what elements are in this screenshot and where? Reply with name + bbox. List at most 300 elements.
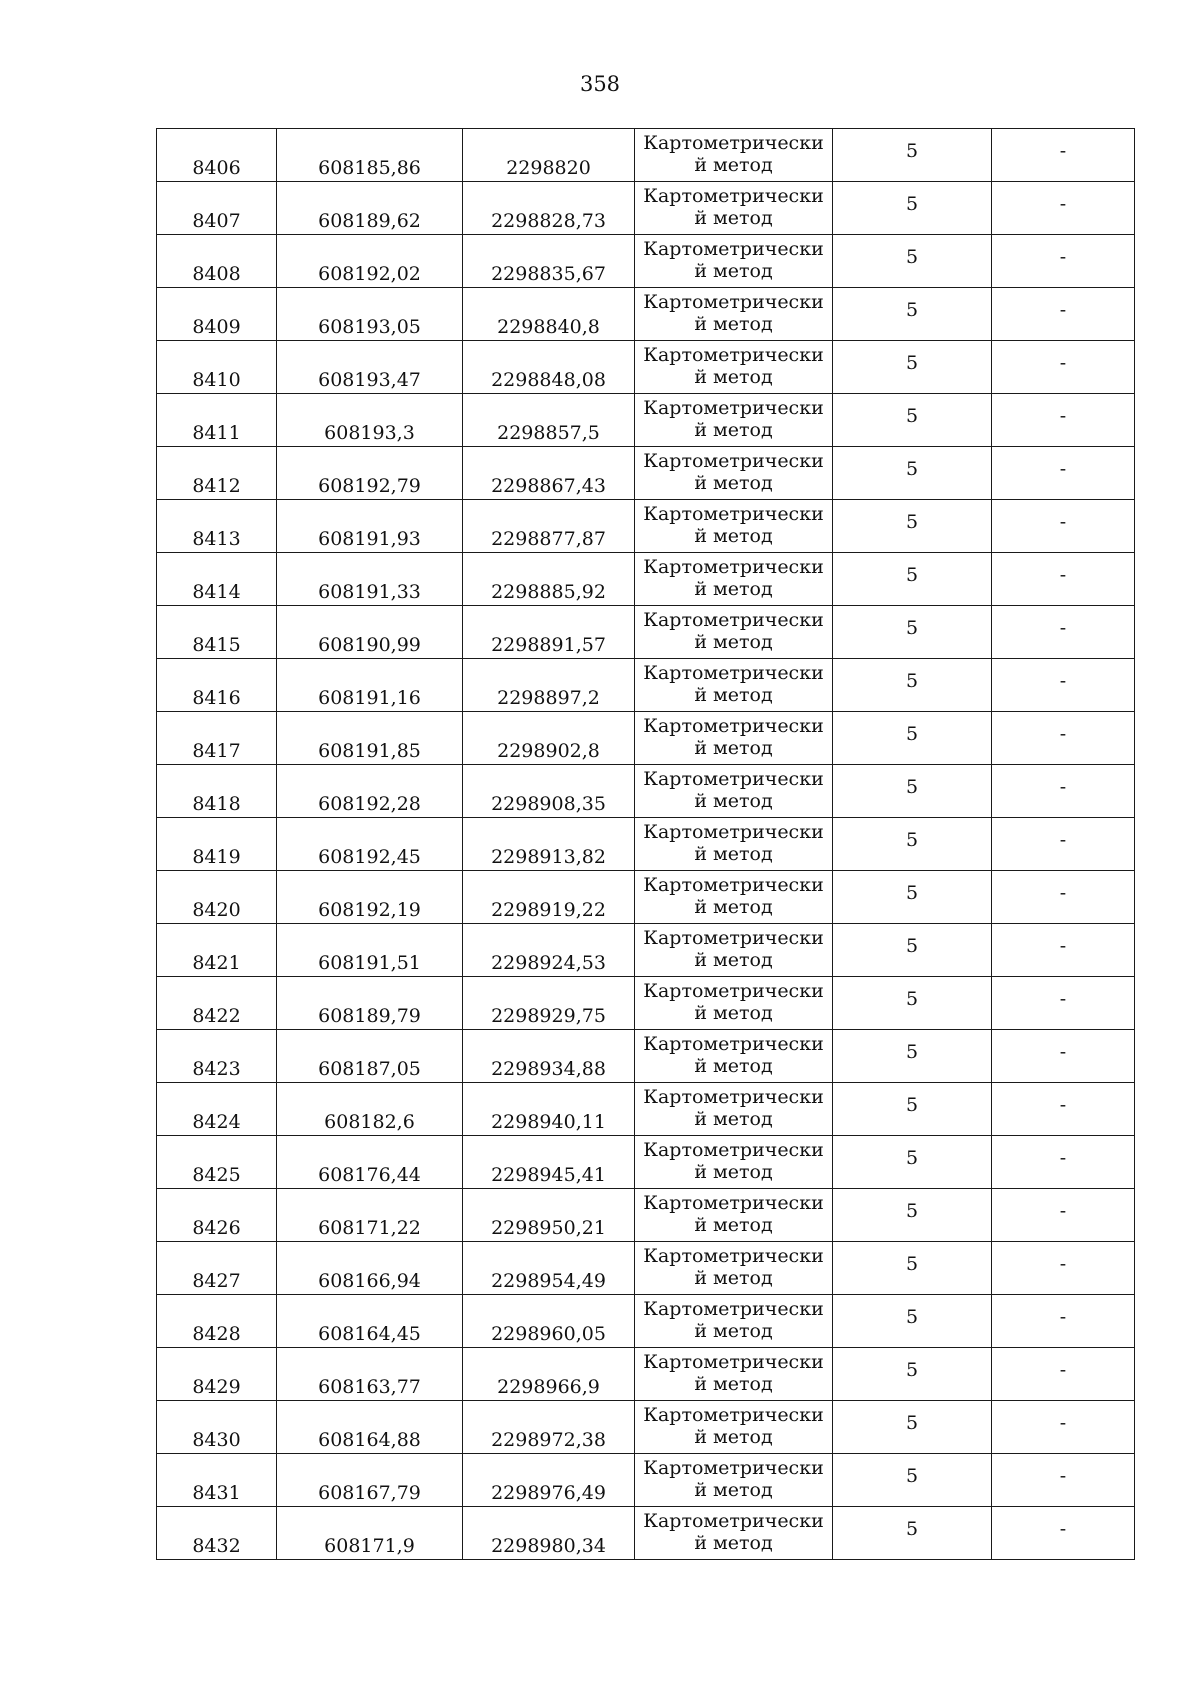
method-text-line1: Картометрически — [643, 556, 824, 579]
method-text-line1: Картометрически — [643, 503, 824, 526]
table-row — [157, 129, 1135, 182]
table-row — [157, 447, 1135, 500]
accuracy-cell — [833, 1507, 992, 1560]
y-coordinate-cell: 2298835,67 — [463, 235, 635, 288]
point-number-cell: 8418 — [157, 765, 277, 818]
point-number-cell: 8422 — [157, 977, 277, 1030]
method-text-line2: й метод — [694, 896, 773, 918]
method-text-line1: Картометрически — [643, 715, 824, 738]
point-number-cell: 8424 — [157, 1083, 277, 1136]
method-text-line2: й метод — [694, 790, 773, 812]
note-cell — [992, 129, 1135, 182]
note-value: - — [1059, 1518, 1067, 1541]
x-coordinate-cell: 608192,45 — [277, 818, 463, 871]
method-text-line1: Картометрически — [643, 450, 824, 473]
y-coordinate-cell: 2298960,05 — [463, 1295, 635, 1348]
method-text-line2: й метод — [694, 1479, 773, 1501]
method-text-line1: Картометрически — [643, 1404, 824, 1427]
y-coordinate-cell: 2298828,73 — [463, 182, 635, 235]
accuracy-value: 5 — [905, 882, 919, 905]
page-number: 358 — [579, 72, 621, 96]
method-text-line1: Картометрически — [643, 1192, 824, 1215]
x-coordinate-cell: 608191,85 — [277, 712, 463, 765]
note-value: - — [1059, 564, 1067, 587]
method-text-line2: й метод — [694, 737, 773, 759]
y-coordinate-cell: 2298902,8 — [463, 712, 635, 765]
table-row — [157, 1454, 1135, 1507]
point-number-cell: 8427 — [157, 1242, 277, 1295]
y-coordinate-cell: 2298913,82 — [463, 818, 635, 871]
x-coordinate-cell: 608193,3 — [277, 394, 463, 447]
x-coordinate-cell: 608191,33 — [277, 553, 463, 606]
accuracy-value: 5 — [905, 458, 919, 481]
x-coordinate-cell: 608192,19 — [277, 871, 463, 924]
table-row — [157, 1242, 1135, 1295]
note-value: - — [1059, 140, 1067, 163]
table-row — [157, 182, 1135, 235]
accuracy-cell — [833, 1136, 992, 1189]
accuracy-cell — [833, 1348, 992, 1401]
note-value: - — [1059, 405, 1067, 428]
x-coordinate-cell: 608189,62 — [277, 182, 463, 235]
accuracy-cell — [833, 818, 992, 871]
point-number-cell: 8423 — [157, 1030, 277, 1083]
note-cell — [992, 924, 1135, 977]
x-coordinate-cell: 608164,88 — [277, 1401, 463, 1454]
note-value: - — [1059, 1200, 1067, 1223]
method-text-line1: Картометрически — [643, 1351, 824, 1374]
accuracy-cell — [833, 871, 992, 924]
accuracy-value: 5 — [905, 405, 919, 428]
note-cell — [992, 1189, 1135, 1242]
coordinates-table — [156, 128, 1135, 1560]
note-cell — [992, 606, 1135, 659]
note-cell — [992, 977, 1135, 1030]
y-coordinate-cell: 2298976,49 — [463, 1454, 635, 1507]
accuracy-cell — [833, 1242, 992, 1295]
accuracy-value: 5 — [905, 1253, 919, 1276]
y-coordinate-cell: 2298934,88 — [463, 1030, 635, 1083]
method-text-line1: Картометрически — [643, 344, 824, 367]
note-value: - — [1059, 511, 1067, 534]
note-cell — [992, 235, 1135, 288]
table-row — [157, 394, 1135, 447]
note-cell — [992, 447, 1135, 500]
table-row — [157, 977, 1135, 1030]
method-text-line2: й метод — [694, 1373, 773, 1395]
method-cell — [635, 1136, 833, 1189]
y-coordinate-cell: 2298897,2 — [463, 659, 635, 712]
method-text-line1: Картометрически — [643, 927, 824, 950]
note-value: - — [1059, 246, 1067, 269]
point-number-cell: 8430 — [157, 1401, 277, 1454]
y-coordinate-cell: 2298919,22 — [463, 871, 635, 924]
point-number-cell: 8417 — [157, 712, 277, 765]
y-coordinate-cell: 2298820 — [463, 129, 635, 182]
accuracy-value: 5 — [905, 670, 919, 693]
method-text-line1: Картометрически — [643, 609, 824, 632]
point-number-cell: 8432 — [157, 1507, 277, 1560]
accuracy-cell — [833, 924, 992, 977]
note-cell — [992, 712, 1135, 765]
note-cell — [992, 553, 1135, 606]
accuracy-cell — [833, 1295, 992, 1348]
x-coordinate-cell: 608192,02 — [277, 235, 463, 288]
accuracy-cell — [833, 712, 992, 765]
note-value: - — [1059, 458, 1067, 481]
method-cell — [635, 1401, 833, 1454]
method-cell — [635, 182, 833, 235]
method-text-line2: й метод — [694, 1055, 773, 1077]
method-text-line1: Картометрически — [643, 132, 824, 155]
method-cell — [635, 765, 833, 818]
point-number-cell: 8416 — [157, 659, 277, 712]
method-text-line2: й метод — [694, 1161, 773, 1183]
accuracy-value: 5 — [905, 617, 919, 640]
method-text-line1: Картометрически — [643, 1245, 824, 1268]
note-cell — [992, 1242, 1135, 1295]
accuracy-cell — [833, 341, 992, 394]
method-text-line2: й метод — [694, 419, 773, 441]
accuracy-cell — [833, 288, 992, 341]
x-coordinate-cell: 608193,05 — [277, 288, 463, 341]
table-row — [157, 1083, 1135, 1136]
method-cell — [635, 500, 833, 553]
note-value: - — [1059, 1041, 1067, 1064]
method-text-line1: Картометрически — [643, 1139, 824, 1162]
method-text-line2: й метод — [694, 1320, 773, 1342]
y-coordinate-cell: 2298966,9 — [463, 1348, 635, 1401]
x-coordinate-cell: 608190,99 — [277, 606, 463, 659]
accuracy-value: 5 — [905, 140, 919, 163]
y-coordinate-cell: 2298840,8 — [463, 288, 635, 341]
note-value: - — [1059, 723, 1067, 746]
note-cell — [992, 341, 1135, 394]
table-row — [157, 1401, 1135, 1454]
x-coordinate-cell: 608167,79 — [277, 1454, 463, 1507]
method-cell — [635, 1189, 833, 1242]
table-row — [157, 818, 1135, 871]
table-row — [157, 1030, 1135, 1083]
x-coordinate-cell: 608163,77 — [277, 1348, 463, 1401]
accuracy-value: 5 — [905, 564, 919, 587]
note-value: - — [1059, 670, 1067, 693]
note-cell — [992, 1401, 1135, 1454]
method-text-line1: Картометрически — [643, 768, 824, 791]
method-text-line2: й метод — [694, 366, 773, 388]
point-number-cell: 8425 — [157, 1136, 277, 1189]
accuracy-cell — [833, 129, 992, 182]
accuracy-value: 5 — [905, 723, 919, 746]
table-row — [157, 871, 1135, 924]
accuracy-cell — [833, 659, 992, 712]
method-text-line2: й метод — [694, 154, 773, 176]
point-number-cell: 8408 — [157, 235, 277, 288]
accuracy-cell — [833, 182, 992, 235]
accuracy-value: 5 — [905, 1518, 919, 1541]
method-cell — [635, 659, 833, 712]
note-cell — [992, 1454, 1135, 1507]
point-number-cell: 8409 — [157, 288, 277, 341]
accuracy-cell — [833, 1189, 992, 1242]
method-text-line2: й метод — [694, 260, 773, 282]
method-cell — [635, 1242, 833, 1295]
accuracy-value: 5 — [905, 299, 919, 322]
accuracy-cell — [833, 1401, 992, 1454]
x-coordinate-cell: 608164,45 — [277, 1295, 463, 1348]
table-row — [157, 659, 1135, 712]
note-value: - — [1059, 352, 1067, 375]
table-row — [157, 341, 1135, 394]
method-text-line2: й метод — [694, 578, 773, 600]
note-cell — [992, 659, 1135, 712]
point-number-cell: 8431 — [157, 1454, 277, 1507]
method-cell — [635, 129, 833, 182]
note-value: - — [1059, 882, 1067, 905]
method-text-line1: Картометрически — [643, 1457, 824, 1480]
point-number-cell: 8414 — [157, 553, 277, 606]
x-coordinate-cell: 608191,51 — [277, 924, 463, 977]
method-text-line1: Картометрически — [643, 1510, 824, 1533]
y-coordinate-cell: 2298950,21 — [463, 1189, 635, 1242]
note-value: - — [1059, 1147, 1067, 1170]
method-text-line1: Картометрически — [643, 980, 824, 1003]
method-cell — [635, 712, 833, 765]
y-coordinate-cell: 2298940,11 — [463, 1083, 635, 1136]
method-text-line1: Картометрически — [643, 1298, 824, 1321]
note-value: - — [1059, 1253, 1067, 1276]
x-coordinate-cell: 608193,47 — [277, 341, 463, 394]
table-row — [157, 765, 1135, 818]
accuracy-value: 5 — [905, 988, 919, 1011]
note-cell — [992, 1507, 1135, 1560]
table-row — [157, 288, 1135, 341]
method-cell — [635, 871, 833, 924]
method-cell — [635, 235, 833, 288]
note-value: - — [1059, 617, 1067, 640]
note-cell — [992, 500, 1135, 553]
method-text-line2: й метод — [694, 313, 773, 335]
x-coordinate-cell: 608191,16 — [277, 659, 463, 712]
note-cell — [992, 1083, 1135, 1136]
y-coordinate-cell: 2298929,75 — [463, 977, 635, 1030]
method-text-line2: й метод — [694, 1214, 773, 1236]
accuracy-cell — [833, 1454, 992, 1507]
table-row — [157, 553, 1135, 606]
point-number-cell: 8410 — [157, 341, 277, 394]
method-text-line1: Картометрически — [643, 238, 824, 261]
method-cell — [635, 1348, 833, 1401]
accuracy-value: 5 — [905, 1200, 919, 1223]
note-value: - — [1059, 193, 1067, 216]
method-cell — [635, 977, 833, 1030]
method-text-line1: Картометрически — [643, 291, 824, 314]
point-number-cell: 8419 — [157, 818, 277, 871]
method-text-line2: й метод — [694, 1002, 773, 1024]
method-text-line1: Картометрически — [643, 1086, 824, 1109]
accuracy-cell — [833, 977, 992, 1030]
method-cell — [635, 1507, 833, 1560]
accuracy-cell — [833, 1083, 992, 1136]
method-text-line2: й метод — [694, 631, 773, 653]
method-cell — [635, 818, 833, 871]
method-text-line1: Картометрически — [643, 1033, 824, 1056]
accuracy-value: 5 — [905, 1306, 919, 1329]
accuracy-cell — [833, 1030, 992, 1083]
y-coordinate-cell: 2298885,92 — [463, 553, 635, 606]
method-cell — [635, 447, 833, 500]
y-coordinate-cell: 2298954,49 — [463, 1242, 635, 1295]
x-coordinate-cell: 608166,94 — [277, 1242, 463, 1295]
accuracy-cell — [833, 235, 992, 288]
accuracy-value: 5 — [905, 511, 919, 534]
x-coordinate-cell: 608176,44 — [277, 1136, 463, 1189]
accuracy-value: 5 — [905, 1041, 919, 1064]
note-cell — [992, 1348, 1135, 1401]
method-text-line2: й метод — [694, 207, 773, 229]
method-cell — [635, 1454, 833, 1507]
table-row — [157, 712, 1135, 765]
method-text-line2: й метод — [694, 472, 773, 494]
point-number-cell: 8411 — [157, 394, 277, 447]
point-number-cell: 8420 — [157, 871, 277, 924]
note-cell — [992, 182, 1135, 235]
point-number-cell: 8406 — [157, 129, 277, 182]
method-text-line1: Картометрически — [643, 185, 824, 208]
note-value: - — [1059, 829, 1067, 852]
y-coordinate-cell: 2298848,08 — [463, 341, 635, 394]
table-row — [157, 500, 1135, 553]
note-value: - — [1059, 1094, 1067, 1117]
method-cell — [635, 1295, 833, 1348]
note-cell — [992, 1030, 1135, 1083]
accuracy-value: 5 — [905, 1359, 919, 1382]
y-coordinate-cell: 2298945,41 — [463, 1136, 635, 1189]
y-coordinate-cell: 2298908,35 — [463, 765, 635, 818]
table-row — [157, 1295, 1135, 1348]
accuracy-value: 5 — [905, 352, 919, 375]
accuracy-cell — [833, 606, 992, 659]
point-number-cell: 8429 — [157, 1348, 277, 1401]
method-cell — [635, 553, 833, 606]
method-text-line1: Картометрически — [643, 662, 824, 685]
note-cell — [992, 288, 1135, 341]
point-number-cell: 8421 — [157, 924, 277, 977]
point-number-cell: 8413 — [157, 500, 277, 553]
x-coordinate-cell: 608192,79 — [277, 447, 463, 500]
accuracy-value: 5 — [905, 1094, 919, 1117]
note-value: - — [1059, 1359, 1067, 1382]
accuracy-value: 5 — [905, 1465, 919, 1488]
accuracy-value: 5 — [905, 246, 919, 269]
accuracy-cell — [833, 500, 992, 553]
point-number-cell: 8426 — [157, 1189, 277, 1242]
method-text-line2: й метод — [694, 684, 773, 706]
method-cell — [635, 288, 833, 341]
accuracy-cell — [833, 394, 992, 447]
method-text-line2: й метод — [694, 1426, 773, 1448]
table-row — [157, 235, 1135, 288]
x-coordinate-cell: 608187,05 — [277, 1030, 463, 1083]
y-coordinate-cell: 2298980,34 — [463, 1507, 635, 1560]
y-coordinate-cell: 2298867,43 — [463, 447, 635, 500]
method-text-line2: й метод — [694, 1267, 773, 1289]
method-cell — [635, 1030, 833, 1083]
method-cell — [635, 1083, 833, 1136]
note-value: - — [1059, 776, 1067, 799]
method-text-line2: й метод — [694, 1108, 773, 1130]
note-cell — [992, 765, 1135, 818]
note-value: - — [1059, 1465, 1067, 1488]
method-cell — [635, 394, 833, 447]
y-coordinate-cell: 2298891,57 — [463, 606, 635, 659]
method-text-line2: й метод — [694, 843, 773, 865]
accuracy-value: 5 — [905, 1147, 919, 1170]
accuracy-cell — [833, 447, 992, 500]
table-row — [157, 1189, 1135, 1242]
note-cell — [992, 1295, 1135, 1348]
method-text-line2: й метод — [694, 525, 773, 547]
y-coordinate-cell: 2298972,38 — [463, 1401, 635, 1454]
point-number-cell: 8415 — [157, 606, 277, 659]
accuracy-value: 5 — [905, 1412, 919, 1435]
table-row — [157, 1507, 1135, 1560]
note-value: - — [1059, 1412, 1067, 1435]
x-coordinate-cell: 608189,79 — [277, 977, 463, 1030]
note-cell — [992, 818, 1135, 871]
note-value: - — [1059, 299, 1067, 322]
note-cell — [992, 394, 1135, 447]
method-text-line2: й метод — [694, 949, 773, 971]
x-coordinate-cell: 608191,93 — [277, 500, 463, 553]
y-coordinate-cell: 2298857,5 — [463, 394, 635, 447]
note-value: - — [1059, 935, 1067, 958]
method-text-line1: Картометрически — [643, 821, 824, 844]
accuracy-value: 5 — [905, 935, 919, 958]
table-row — [157, 1136, 1135, 1189]
point-number-cell: 8412 — [157, 447, 277, 500]
method-cell — [635, 341, 833, 394]
table-row — [157, 1348, 1135, 1401]
accuracy-cell — [833, 553, 992, 606]
accuracy-value: 5 — [905, 776, 919, 799]
point-number-cell: 8428 — [157, 1295, 277, 1348]
x-coordinate-cell: 608192,28 — [277, 765, 463, 818]
note-cell — [992, 871, 1135, 924]
accuracy-value: 5 — [905, 193, 919, 216]
x-coordinate-cell: 608182,6 — [277, 1083, 463, 1136]
method-cell — [635, 606, 833, 659]
table-row — [157, 924, 1135, 977]
note-cell — [992, 1136, 1135, 1189]
point-number-cell: 8407 — [157, 182, 277, 235]
table-row — [157, 606, 1135, 659]
method-text-line2: й метод — [694, 1532, 773, 1554]
accuracy-cell — [833, 765, 992, 818]
coordinates-table-body — [157, 129, 1135, 1560]
y-coordinate-cell: 2298877,87 — [463, 500, 635, 553]
method-text-line1: Картометрически — [643, 397, 824, 420]
x-coordinate-cell: 608185,86 — [277, 129, 463, 182]
method-cell — [635, 924, 833, 977]
method-text-line1: Картометрически — [643, 874, 824, 897]
accuracy-value: 5 — [905, 829, 919, 852]
note-value: - — [1059, 988, 1067, 1011]
x-coordinate-cell: 608171,22 — [277, 1189, 463, 1242]
note-value: - — [1059, 1306, 1067, 1329]
x-coordinate-cell: 608171,9 — [277, 1507, 463, 1560]
y-coordinate-cell: 2298924,53 — [463, 924, 635, 977]
